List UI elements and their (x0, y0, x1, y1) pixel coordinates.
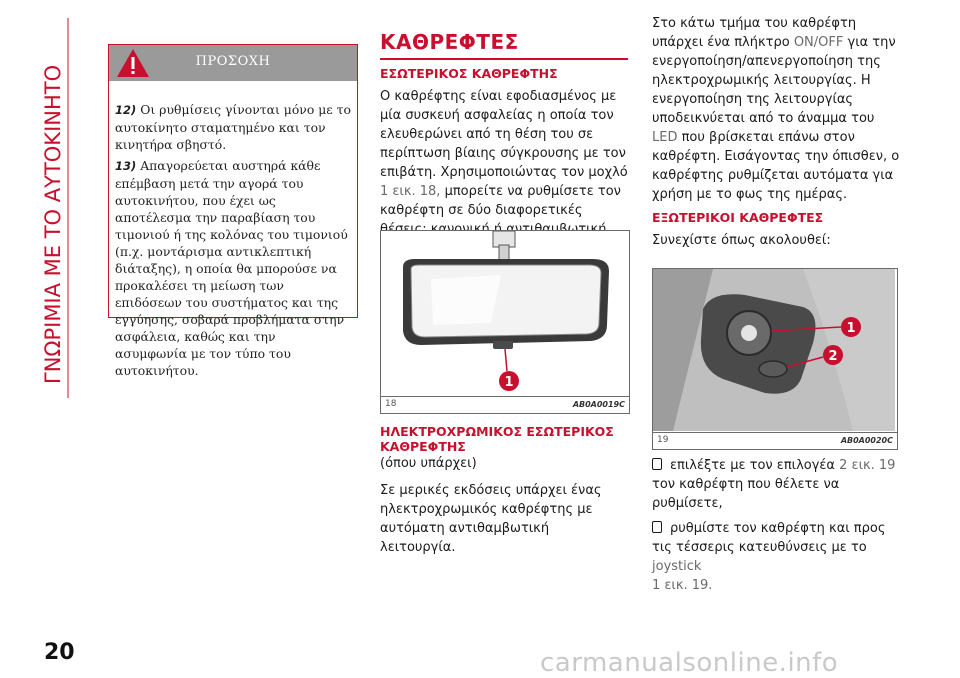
callout-2-label: 2 (828, 349, 838, 364)
side-chapter-title (30, 18, 80, 398)
exterior-steps (652, 456, 902, 601)
warning-item: 13) Απαγορεύεται αυστηρά κάθε επέμβαση μετά την αγορά του αυτοκινήτου, που έχει ως αποτέλεσμα την παραβίαση του τιμονιού ή της κολόνας του τιμονιού (π.χ. μοντάρισμα αντικλεπτική διάταξης), η οποία θα μπορούσε να προκαλέσει τη μείωση των επιδόσεων του συστήματος και της εγγύησης, σοβαρά προβλήματα στην ασφάλεια, καθώς και την ασυμφωνία με τον τύπο του αυτοκινήτου. (115, 158, 348, 378)
callout-1-label: 1 (846, 321, 856, 336)
interior-mirror-text: Ο καθρέφτης είναι εφοδιασμένος με μία συσκευή ασφαλείας η οποία τον ελευθερώνει από τη θέση του σε περίπτωση βίαιης σύγκρουσης με τον επιβάτη. Χρησιμοποιώντας τον μοχλό 1 εικ. 18, μπορείτε να ρυθμίσετε τον καθρέφτη σε δύο διαφορετικές (380, 89, 628, 218)
mirror-control-illustration (653, 269, 895, 431)
page-number: 20 (44, 640, 75, 665)
step-item: ρυθμίστε τον καθρέφτη και προς τις τέσσερις κατευθύνσεις με το joystick 1 εικ. 19. (652, 521, 886, 593)
figure-reference: 1 εικ. 18, (380, 184, 441, 199)
interior-mirror-illustration (381, 231, 627, 395)
section-title: ΚΑΘΡΕΦΤΕΣ (380, 30, 628, 60)
warning-box (108, 44, 358, 378)
figure-number: 18 (385, 399, 397, 409)
checkbox-bullet-icon (652, 521, 662, 533)
electrochromic-note: (όπου υπάρχει) (380, 456, 477, 471)
warning-header (109, 45, 357, 81)
footer-watermark: carmanualsonline.info (540, 648, 839, 678)
callout-1-label: 1 (504, 375, 514, 390)
figure-code: AB0A0019C (572, 400, 625, 409)
interior-mirror-heading: ΕΣΩΤΕΡΙΚΟΣ ΚΑΘΡΕΦΤΗΣ (380, 66, 558, 81)
electrochromic-text: Σε μερικές εκδόσεις υπάρχει ένας ηλεκτροχρωμικός καθρέφτης με αυτόματη αντιθαμβωτική λειτουργία. (380, 483, 602, 555)
figure-code: AB0A0020C (840, 436, 893, 445)
figure-number: 19 (657, 435, 669, 445)
right-column (652, 14, 902, 256)
warning-title: ΠΡΟΣΟΧΗ (195, 54, 271, 69)
figure-19-mirror-controls (652, 268, 898, 450)
figure-caption (381, 396, 629, 413)
electrochromic-button-text: Στο κάτω τμήμα του καθρέφτη υπάρχει ένα πλήκτρο ON/OFF για την ενεργοποίηση/απενεργοποίηση της ηλεκτροχρωμικής λειτουργίας. Η ενεργοποίηση της λειτουργίας υποδεικνύεται από το άναμμα του LED που βρίσκεται επάνω στον καθρέφτη. Εισάγοντας την όπισθεν, ο καθρέφτης ρυθμίζεται αυτόματα για χρήση με το φως της ημέρας. (652, 16, 900, 202)
figure-18-interior-mirror (380, 230, 630, 414)
exterior-mirrors-heading: ΕΞΩΤΕΡΙΚΟΙ ΚΑΘΡΕΦΤΕΣ (652, 210, 824, 225)
mirrors-section (380, 30, 628, 245)
exterior-intro: Συνεχίστε όπως ακολουθεί: (652, 233, 831, 248)
checkbox-bullet-icon (652, 458, 662, 470)
electrochromic-section (380, 424, 628, 563)
figure-caption (653, 432, 897, 449)
warning-item: 12) Οι ρυθμίσεις γίνονται μόνο με το αυτοκίνητο σταματημένο και τον κινητήρα σβηστό. (115, 102, 351, 152)
step-item: επιλέξτε με τον επιλογέα 2 εικ. 19 τον καθρέφτη που θέλετε να ρυθμίσετε, (652, 458, 896, 511)
electrochromic-heading: ΗΛΕΚΤΡΟΧΡΩΜΙΚΟΣ ΕΣΩΤΕΡΙΚΟΣ ΚΑΘΡΕΦΤΗΣ (380, 424, 614, 454)
side-title-text: ΓΝΩΡΙΜΙΑ ΜΕ ΤΟ ΑΥΤΟΚΙΝΗΤΟ (41, 64, 65, 384)
warning-body (115, 101, 351, 383)
